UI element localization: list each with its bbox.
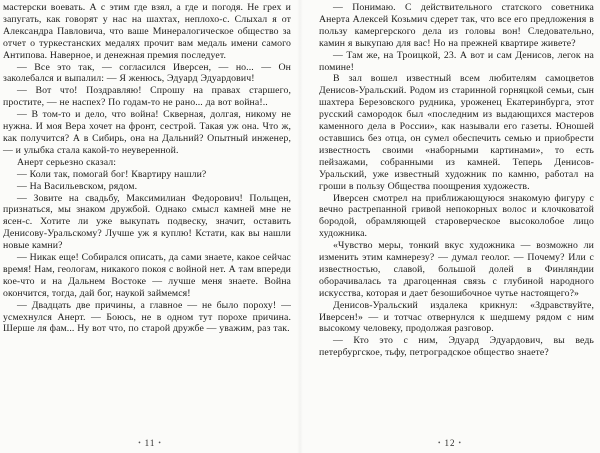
footer-ornament-icon: • [458, 439, 462, 447]
paragraph: мастерски воевать. А с этим где взял, а где и погодя. Не грех и запугать, как говорят у нас на шахтах, неплохо-с. Слыхал я от Александра Павловича, что ваше Минералогическое общество за отчет о туркестанских медалях прочит вам медаль имени самого Антипова. Наверное, и денежная премия последует. [3, 2, 291, 61]
paragraph: — На Васильевском, рядом. [17, 180, 138, 192]
paragraph: Денисов-Уральский издалека крикнул: «Здравствуйте, Иверсен!» — и тотчас отвернулся к шедшему рядом с ним высокому человеку, продолжая разговор. [319, 299, 594, 335]
page-right-text [319, 2, 594, 359]
paragraph: — Никак еще! Собирался описать, да сами знаете, какое сейчас время! Нам, геологам, никакого покоя с войной нет. А там впереди кое-что и на Дальнем Востоке — лучше меня знаете. Война окончится, тогда, дай бог, наукой займемся! [3, 252, 291, 299]
page-right-footer [300, 438, 600, 448]
paragraph: — Коли так, помогай бог! Квартиру нашли? [17, 168, 207, 180]
paragraph: — Понимаю. С действительного статского советника Анерта Алексей Козьмич сдерет так, что все его предложения в пользу камергерского дела из головы вон! Следовательно, камин я выкупаю для вас! Но на прежней квартире живете? [319, 2, 594, 49]
footer-ornament-icon: • [438, 439, 442, 447]
page-right-number: 12 [444, 438, 456, 448]
page-left-footer [0, 438, 300, 448]
paragraph: — Двадцать две причины, а главное — не было пороху! — усмехнулся Анерт. — Боюсь, не в одном тут порохе причина. Шерше ля фам... Ну вот что, по старой дружбе — уважим, раз так. [3, 299, 291, 335]
footer-ornament-icon: • [158, 439, 162, 447]
paragraph: — Зовите на свадьбу, Максимилиан Федорович! Польщен, признаться, мы знаком дружбой. Однако смысл камней мне не ясен-с. Хотите ли уже выкупать подвеску, значит, оставить Денисову-Уральскому? Лучше уж я куплю! Кстати, как вы нашли новые камни? [3, 192, 291, 252]
page-left-number: 11 [144, 438, 156, 448]
page-right [300, 0, 600, 453]
page-left-text [3, 2, 291, 335]
paragraph: «Чувство меры, тонкий вкус художника — возможно ли изменить этим камнерезу? — думал геолог. — Почему? Или с известностью, славой, большой долей в Финляндии оборачивалась та драгоценная связь с глубиной народного искусства, которая и дает безошибочное чутье настоящего?» [319, 240, 594, 299]
paragraph: — В том-то и дело, что война! Скверная, долгая, никому не нужна. И моя Вера хочет на фронт, сестрой. Такая уж она. Что ж, как получится? А в Сибирь, она на Дальний? Опытный инженер, — и улыбка стала какой-то неуверенной. [3, 109, 291, 156]
paragraph: — Там же, на Троицкой, 23. А вот и сам Денисов, легок на помине! [319, 49, 594, 73]
footer-ornament-icon: • [138, 439, 142, 447]
paragraph: — Все это так, — согласился Иверсен, — но... — Он заколебался и выпалил: — Я женюсь, Эдуард Эдуардович! [3, 61, 291, 85]
paragraph: — Вот что! Поздравляю! Спрошу на правах старшего, простите, — не наспех? По годам-то не рано... да вот война!.. [3, 85, 291, 109]
paragraph: — Кто это с ним, Эдуард Эдуардович, вы ведь петербургское, тьфу, петроградское общество знаете? [319, 335, 594, 359]
paragraph: Анерт серьезно сказал: [17, 156, 117, 168]
paragraph: В зал вошел известный всем любителям самоцветов Денисов-Уральский. Родом из старинной горняцкой семьи, сын шахтера Березовского рудника, уроженец Екатеринбурга, этот русский самородок был «последним из выдающихся мастеров каменного дела в России», как называли его газеты. Юношей оставшись без отца, он сумел обеспечить семью и приобрести известность своими «наборными картинами», то есть пейзажами, собранными из камней. Теперь Денисов-Уральский, уже известный художник по камню, работал на гроши в пользу Общества поощрения художеств. [319, 73, 594, 192]
paragraph: Иверсен смотрел на приближающуюся знакомую фигуру с вечно растрепанной гривой непокорных волос и клочковатой бородой, обрамляющей староверческое высоколобое лицо художника. [319, 192, 594, 240]
